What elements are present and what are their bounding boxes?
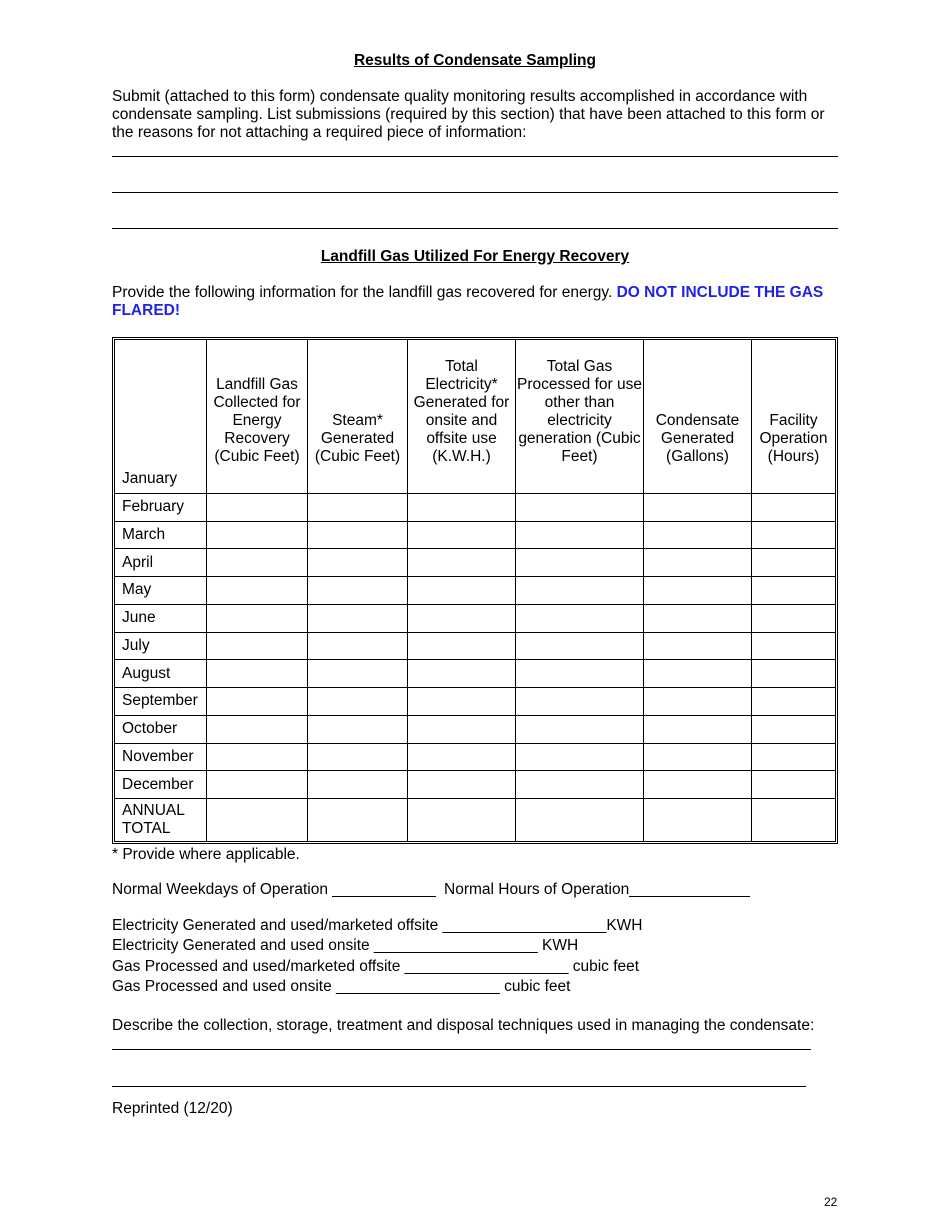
entry-cell[interactable]	[408, 799, 516, 841]
entry-cell[interactable]	[408, 744, 516, 772]
describe-answer-line-2[interactable]	[112, 1086, 806, 1087]
table-row	[115, 716, 835, 744]
entry-cell[interactable]	[308, 660, 408, 688]
table-row	[115, 744, 835, 772]
entry-cell[interactable]	[207, 688, 308, 716]
entry-cell[interactable]	[516, 688, 644, 716]
month-label: September	[115, 688, 207, 716]
annual-total-label: ANNUAL TOTAL	[115, 799, 207, 841]
month-label: June	[115, 605, 207, 633]
month-label: December	[115, 771, 207, 799]
entry-cell[interactable]	[308, 633, 408, 661]
month-label: January	[115, 466, 207, 494]
entry-cell[interactable]	[752, 716, 835, 744]
column-header-month	[115, 340, 207, 466]
table-header-row	[115, 340, 835, 466]
gas-onsite-field[interactable]: Gas Processed and used onsite ___________________ cubic feet	[112, 978, 571, 995]
describe-prompt: Describe the collection, storage, treatment and disposal techniques used in managing the condensate:	[112, 1017, 815, 1034]
entry-cell[interactable]	[408, 716, 516, 744]
entry-cell[interactable]	[308, 688, 408, 716]
month-label: May	[115, 577, 207, 605]
answer-line-1[interactable]	[112, 156, 838, 157]
entry-cell[interactable]	[752, 494, 835, 522]
table-row	[115, 577, 835, 605]
entry-cell[interactable]	[408, 549, 516, 577]
entry-cell[interactable]	[207, 549, 308, 577]
entry-cell[interactable]	[644, 494, 752, 522]
entry-cell[interactable]	[207, 771, 308, 799]
entry-cell[interactable]	[752, 577, 835, 605]
energy-instructions	[112, 284, 838, 320]
entry-cell[interactable]	[308, 549, 408, 577]
entry-cell[interactable]	[752, 799, 835, 841]
table-row	[115, 549, 835, 577]
condensate-section-title: Results of Condensate Sampling	[353, 52, 596, 69]
entry-cell[interactable]	[516, 522, 644, 550]
entry-cell[interactable]	[644, 577, 752, 605]
entry-cell[interactable]	[644, 522, 752, 550]
entry-cell[interactable]	[516, 771, 644, 799]
entry-cell[interactable]	[516, 799, 644, 841]
entry-cell[interactable]	[644, 716, 752, 744]
entry-cell[interactable]	[408, 494, 516, 522]
month-label: April	[115, 549, 207, 577]
entry-cell[interactable]	[516, 744, 644, 772]
entry-cell[interactable]	[207, 799, 308, 841]
entry-cell[interactable]	[207, 522, 308, 550]
table-row	[115, 688, 835, 716]
column-header-operation-hours: Facility Operation (Hours)	[759, 412, 828, 465]
entry-cell[interactable]	[644, 744, 752, 772]
footnote: * Provide where applicable.	[112, 846, 300, 863]
electricity-onsite-field[interactable]: Electricity Generated and used onsite ___________________ KWH	[112, 937, 579, 954]
energy-instructions-text: Provide the following information for the landfill gas recovered for energy.	[112, 284, 617, 301]
entry-cell[interactable]	[207, 744, 308, 772]
entry-cell[interactable]	[752, 466, 835, 494]
month-label: October	[115, 716, 207, 744]
entry-cell[interactable]	[308, 716, 408, 744]
month-label: November	[115, 744, 207, 772]
entry-cell[interactable]	[516, 549, 644, 577]
entry-cell[interactable]	[207, 716, 308, 744]
entry-cell[interactable]	[752, 660, 835, 688]
table-row	[115, 522, 835, 550]
column-header-gas-processed: Total Gas Processed for use other than electricity generation (Cubic Feet)	[516, 340, 644, 466]
weekdays-field[interactable]: Normal Weekdays of Operation ____________	[112, 881, 436, 898]
gas-offsite-field[interactable]: Gas Processed and used/marketed offsite ___________________ cubic feet	[112, 958, 640, 975]
table-row	[115, 605, 835, 633]
entry-cell[interactable]	[408, 688, 516, 716]
entry-cell[interactable]	[408, 771, 516, 799]
entry-cell[interactable]	[408, 577, 516, 605]
energy-section-title: Landfill Gas Utilized For Energy Recovery	[320, 248, 630, 265]
entry-cell[interactable]	[644, 688, 752, 716]
entry-cell[interactable]	[308, 605, 408, 633]
entry-cell[interactable]	[752, 549, 835, 577]
table-row	[115, 660, 835, 688]
entry-cell[interactable]	[752, 605, 835, 633]
entry-cell[interactable]	[644, 605, 752, 633]
entry-cell[interactable]	[207, 605, 308, 633]
entry-cell[interactable]	[752, 744, 835, 772]
table-row	[115, 771, 835, 799]
entry-cell[interactable]	[207, 466, 308, 494]
entry-cell[interactable]	[308, 494, 408, 522]
entry-cell[interactable]	[516, 494, 644, 522]
hours-field[interactable]: Normal Hours of Operation______________	[444, 881, 750, 898]
reprinted-date: Reprinted (12/20)	[112, 1100, 233, 1117]
column-header-electricity: Total Electricity* Generated for onsite and offsite use (K.W.H.)	[408, 340, 516, 466]
entry-cell[interactable]	[308, 744, 408, 772]
entry-cell[interactable]	[207, 633, 308, 661]
month-label: July	[115, 633, 207, 661]
month-label: August	[115, 660, 207, 688]
entry-cell[interactable]	[516, 660, 644, 688]
entry-cell[interactable]	[644, 549, 752, 577]
table-row	[115, 633, 835, 661]
column-header-condensate: Condensate Generated (Gallons)	[644, 340, 752, 466]
entry-cell[interactable]	[516, 577, 644, 605]
entry-cell[interactable]	[644, 633, 752, 661]
entry-cell[interactable]	[408, 660, 516, 688]
entry-cell[interactable]	[408, 633, 516, 661]
entry-cell[interactable]	[516, 633, 644, 661]
flared-warning: DO NOT INCLUDE THE GAS FLARED!	[112, 284, 824, 319]
entry-cell[interactable]	[408, 466, 516, 494]
entry-cell[interactable]	[207, 660, 308, 688]
answer-line-2[interactable]	[112, 192, 838, 193]
annual-total-row	[115, 799, 835, 841]
electricity-offsite-field[interactable]: Electricity Generated and used/marketed offsite ___________________KWH	[112, 917, 643, 934]
column-header-steam: Steam* Generated (Cubic Feet)	[308, 340, 408, 466]
month-label: February	[115, 494, 207, 522]
entry-cell[interactable]	[308, 799, 408, 841]
entry-cell[interactable]	[752, 633, 835, 661]
answer-line-3[interactable]	[112, 228, 838, 229]
entry-cell[interactable]	[516, 466, 644, 494]
column-header-gas-collected: Landfill Gas Collected for Energy Recovery (Cubic Feet)	[207, 340, 308, 466]
operation-line	[112, 881, 750, 899]
table-row	[115, 466, 835, 494]
entry-cell[interactable]	[644, 799, 752, 841]
entry-cell[interactable]	[752, 688, 835, 716]
entry-cell[interactable]	[408, 522, 516, 550]
page-number: 22	[824, 1195, 838, 1209]
table-row	[115, 494, 835, 522]
entry-cell[interactable]	[207, 494, 308, 522]
entry-cell[interactable]	[207, 577, 308, 605]
entry-cell[interactable]	[308, 771, 408, 799]
entry-cell[interactable]	[644, 660, 752, 688]
entry-cell[interactable]	[752, 522, 835, 550]
entry-cell[interactable]	[308, 522, 408, 550]
entry-cell[interactable]	[516, 605, 644, 633]
condensate-instructions: Submit (attached to this form) condensate quality monitoring results accomplished in accordance with condensate sampling. List submissions (required by this section) that have been attached to this form or the reasons for not attaching a required piece of information:	[112, 88, 825, 141]
entry-cell[interactable]	[308, 466, 408, 494]
entry-cell[interactable]	[644, 466, 752, 494]
entry-cell[interactable]	[644, 771, 752, 799]
entry-cell[interactable]	[308, 577, 408, 605]
entry-cell[interactable]	[408, 605, 516, 633]
month-label: March	[115, 522, 207, 550]
describe-answer-line-1[interactable]	[112, 1049, 811, 1050]
energy-recovery-table	[112, 337, 838, 844]
entry-cell[interactable]	[516, 716, 644, 744]
entry-cell[interactable]	[752, 771, 835, 799]
